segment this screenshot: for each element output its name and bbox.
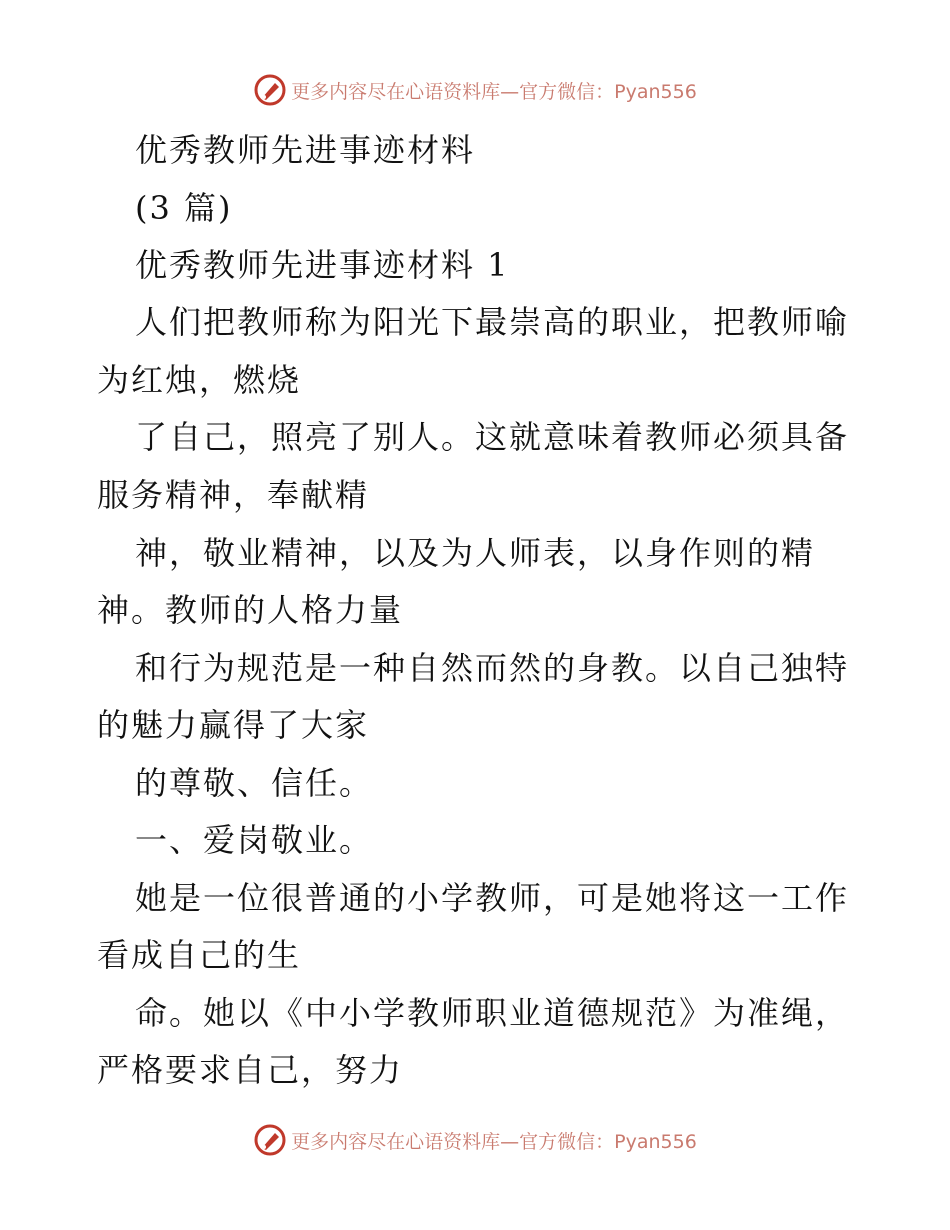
header-watermark [0, 70, 950, 110]
paragraph-line: 服务精神，奉献精 [97, 476, 370, 514]
paragraph-line: 和行为规范是一种自然而然的身教。以自己独特 [135, 649, 850, 687]
paragraph-line: 严格要求自己，努力 [97, 1051, 404, 1089]
paragraph-line: 的魅力赢得了大家 [97, 706, 370, 744]
paragraph-line: 人们把教师称为阳光下最崇高的职业，把教师喻 [135, 303, 850, 341]
watermark-text: 更多内容尽在心语资料库—官方微信：Pyan556 [291, 80, 697, 103]
paragraph-line: 神，敬业精神，以及为人师表，以身作则的精 [135, 534, 816, 572]
paragraph-line: 了自己，照亮了别人。这就意味着教师必须具备 [135, 418, 850, 456]
paragraph-line: 她是一位很普通的小学教师，可是她将这一工作 [135, 879, 850, 917]
paragraph-line: 命。她以《中小学教师职业道德规范》为准绳， [135, 994, 850, 1032]
document-subtitle: (3 篇) [135, 189, 233, 227]
watermark-text: 更多内容尽在心语资料库—官方微信：Pyan556 [291, 1130, 697, 1153]
subsection-heading: 一、爱岗敬业。 [135, 821, 374, 859]
paragraph-line: 看成自己的生 [97, 936, 302, 974]
pen-nib-logo-icon [253, 1123, 287, 1157]
pen-nib-logo-icon [253, 73, 287, 107]
paragraph-line: 为红烛，燃烧 [97, 361, 302, 399]
document-title: 优秀教师先进事迹材料 [135, 131, 476, 169]
footer-watermark [0, 1120, 950, 1160]
paragraph-line: 的尊敬、信任。 [135, 764, 374, 802]
paragraph-line: 神。教师的人格力量 [97, 591, 404, 629]
section-heading: 优秀教师先进事迹材料 1 [135, 246, 510, 284]
